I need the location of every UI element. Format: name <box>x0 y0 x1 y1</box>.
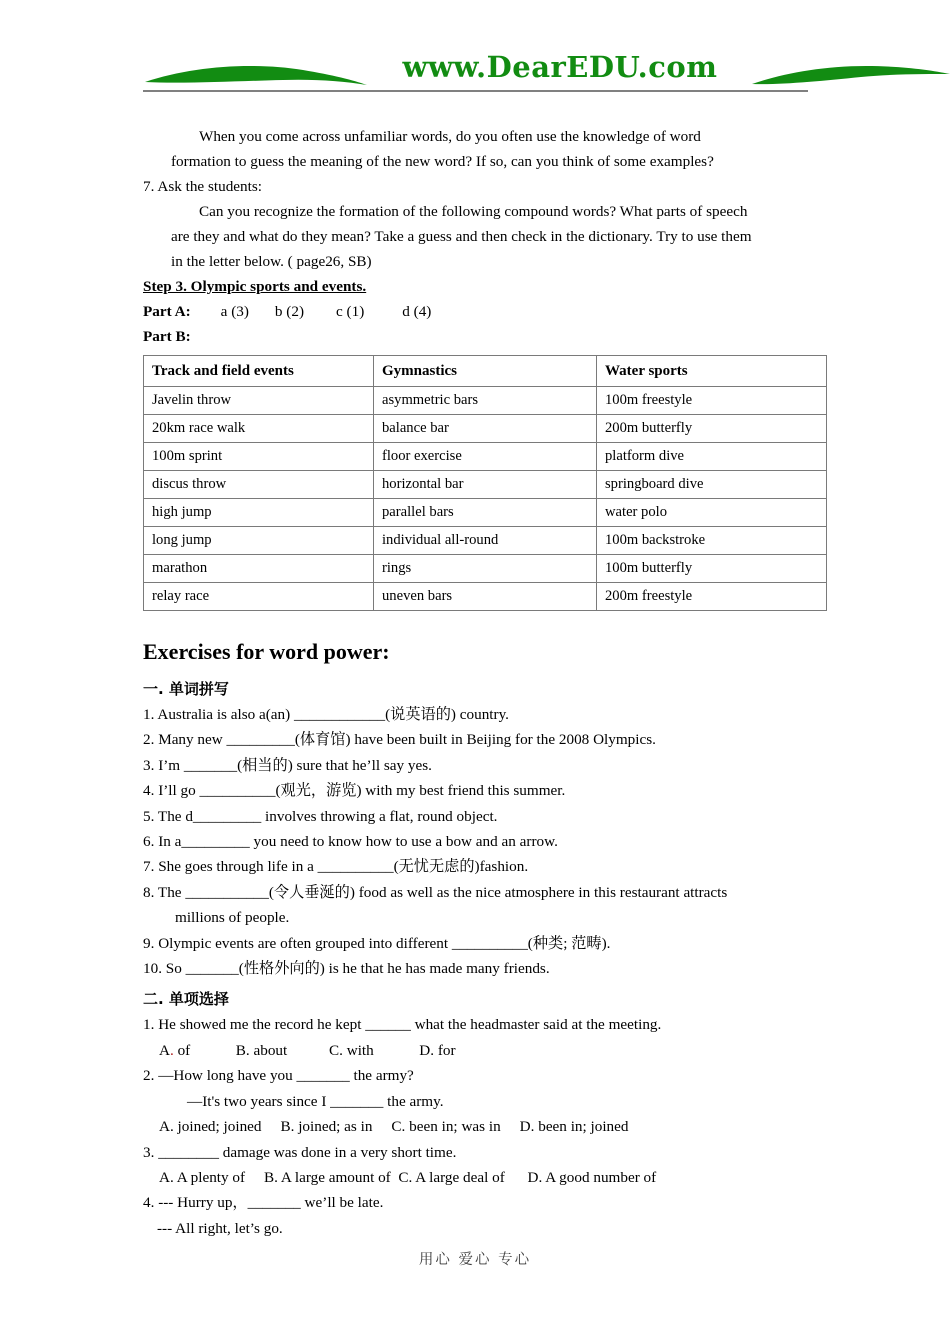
table-row <box>144 471 827 499</box>
choice-item-2-options: A. joined; joined B. joined; as in C. been in; was in D. been in; joined <box>159 1118 629 1136</box>
part-a-item-2: c (1) <box>336 303 365 320</box>
spelling-item-10: 10. So _______(性格外向的) is he that he has made many friends. <box>143 960 550 978</box>
choice-item-1-stem: 1. He showed me the record he kept ______ what the headmaster said at the meeting. <box>143 1016 662 1034</box>
cell-water: 100m freestyle <box>597 387 827 415</box>
table-row <box>144 387 827 415</box>
cell-track: high jump <box>144 499 374 527</box>
cell-gym: rings <box>374 555 597 583</box>
spelling-item-8: 8. The ___________(令人垂涎的) food as well as the nice atmosphere in this restaurant attracts <box>143 883 728 901</box>
part-a-item-3: d (4) <box>402 303 432 320</box>
cell-water: water polo <box>597 499 827 527</box>
choice-option-red-dot: . <box>169 1041 174 1059</box>
table-row <box>144 555 827 583</box>
part-a-row <box>143 299 819 324</box>
column-header-water-sports: Water sports <box>597 356 827 387</box>
cell-track: relay race <box>144 583 374 611</box>
site-wordmark: www.DearEDU.com <box>402 50 718 84</box>
choice-option-letter-a: A <box>159 1041 170 1059</box>
exercises-section-2-heading: 二. 单项选择 <box>143 990 229 1009</box>
column-header-track-and-field: Track and field events <box>144 356 374 387</box>
spelling-item-9: 9. Olympic events are often grouped into different __________(种类; 范畴). <box>143 934 611 952</box>
column-header-gymnastics: Gymnastics <box>374 356 597 387</box>
choice-item-3-options: A. A plenty of B. A large amount of C. A large deal of D. A good number of <box>159 1168 657 1186</box>
table-header-row <box>144 356 827 387</box>
choice-item-4-response: --- All right, let’s go. <box>157 1219 283 1237</box>
cell-track: 20km race walk <box>144 415 374 443</box>
swoosh-right-decoration <box>751 52 950 90</box>
cell-gym: uneven bars <box>374 583 597 611</box>
exercises-title: Exercises for word power: <box>143 639 390 664</box>
cell-track: discus throw <box>144 471 374 499</box>
cell-gym: asymmetric bars <box>374 387 597 415</box>
table-row <box>144 499 827 527</box>
spelling-item-3: 3. I’m _______(相当的) sure that he’ll say yes. <box>143 756 432 774</box>
cell-water: 200m butterfly <box>597 415 827 443</box>
spelling-item-7: 7. She goes through life in a __________(无忧无虑的)fashion. <box>143 858 529 876</box>
part-a-item-0: a (3) <box>220 303 249 320</box>
cell-gym: horizontal bar <box>374 471 597 499</box>
spelling-item-2: 2. Many new _________(体育馆) have been built in Beijing for the 2008 Olympics. <box>143 731 656 749</box>
cell-track: 100m sprint <box>144 443 374 471</box>
choice-item-2-stem: 2. —How long have you _______ the army? <box>143 1067 414 1085</box>
part-b-label: Part B: <box>143 328 191 345</box>
header-divider-rule <box>143 90 808 92</box>
document-content <box>143 124 819 1241</box>
spelling-item-8-continuation: millions of people. <box>175 909 290 927</box>
olympic-events-table <box>143 355 827 611</box>
cell-track: long jump <box>144 527 374 555</box>
cell-water: 100m backstroke <box>597 527 827 555</box>
table-row <box>144 583 827 611</box>
step-7-line: 7. Ask the students: <box>143 178 262 195</box>
choice-item-2-response: —It's two years since I _______ the army. <box>187 1092 444 1110</box>
table-row <box>144 415 827 443</box>
intro-line-1: When you come across unfamiliar words, do you often use the knowledge of word <box>199 128 701 145</box>
exercises-section-1-heading: 一. 单词拼写 <box>143 680 229 698</box>
ask-line-2: are they and what do they mean? Take a guess and then check in the dictionary. Try to use them <box>171 228 752 245</box>
cell-water: platform dive <box>597 443 827 471</box>
swoosh-left-decoration <box>143 52 368 90</box>
cell-gym: individual all-round <box>374 527 597 555</box>
ask-line-3: in the letter below. ( page26, SB) <box>171 253 372 270</box>
choice-item-3-stem: 3. ________ damage was done in a very short time. <box>143 1143 457 1161</box>
table-row <box>144 443 827 471</box>
spelling-item-4: 4. I’ll go __________(观光，游览) with my best friend this summer. <box>143 782 566 800</box>
table-row <box>144 527 827 555</box>
part-a-item-1: b (2) <box>274 303 305 320</box>
site-header <box>143 52 808 100</box>
ask-line-1: Can you recognize the formation of the following compound words? What parts of speech <box>199 203 748 220</box>
spelling-item-6: 6. In a_________ you need to know how to use a bow and an arrow. <box>143 833 558 851</box>
cell-water: 100m butterfly <box>597 555 827 583</box>
page-footer: 用心 爱心 专心 <box>418 1252 532 1268</box>
cell-track: marathon <box>144 555 374 583</box>
step-3-heading: Step 3. Olympic sports and events. <box>143 278 367 295</box>
cell-gym: balance bar <box>374 415 597 443</box>
cell-gym: floor exercise <box>374 443 597 471</box>
choice-item-1-options-rest: of B. about C. with D. for <box>173 1041 456 1059</box>
part-a-label: Part A: <box>143 303 191 320</box>
cell-water: springboard dive <box>597 471 827 499</box>
cell-gym: parallel bars <box>374 499 597 527</box>
cell-track: Javelin throw <box>144 387 374 415</box>
cell-water: 200m freestyle <box>597 583 827 611</box>
choice-item-1-options <box>143 1038 819 1063</box>
spelling-item-1: 1. Australia is also a(an) ____________(说英语的) country. <box>143 706 509 723</box>
spelling-item-5: 5. The d_________ involves throwing a flat, round object. <box>143 807 498 825</box>
intro-line-2: formation to guess the meaning of the new word? If so, can you think of some examples? <box>171 153 714 170</box>
choice-item-4-stem: 4. --- Hurry up，_______ we’ll be late. <box>143 1194 384 1212</box>
